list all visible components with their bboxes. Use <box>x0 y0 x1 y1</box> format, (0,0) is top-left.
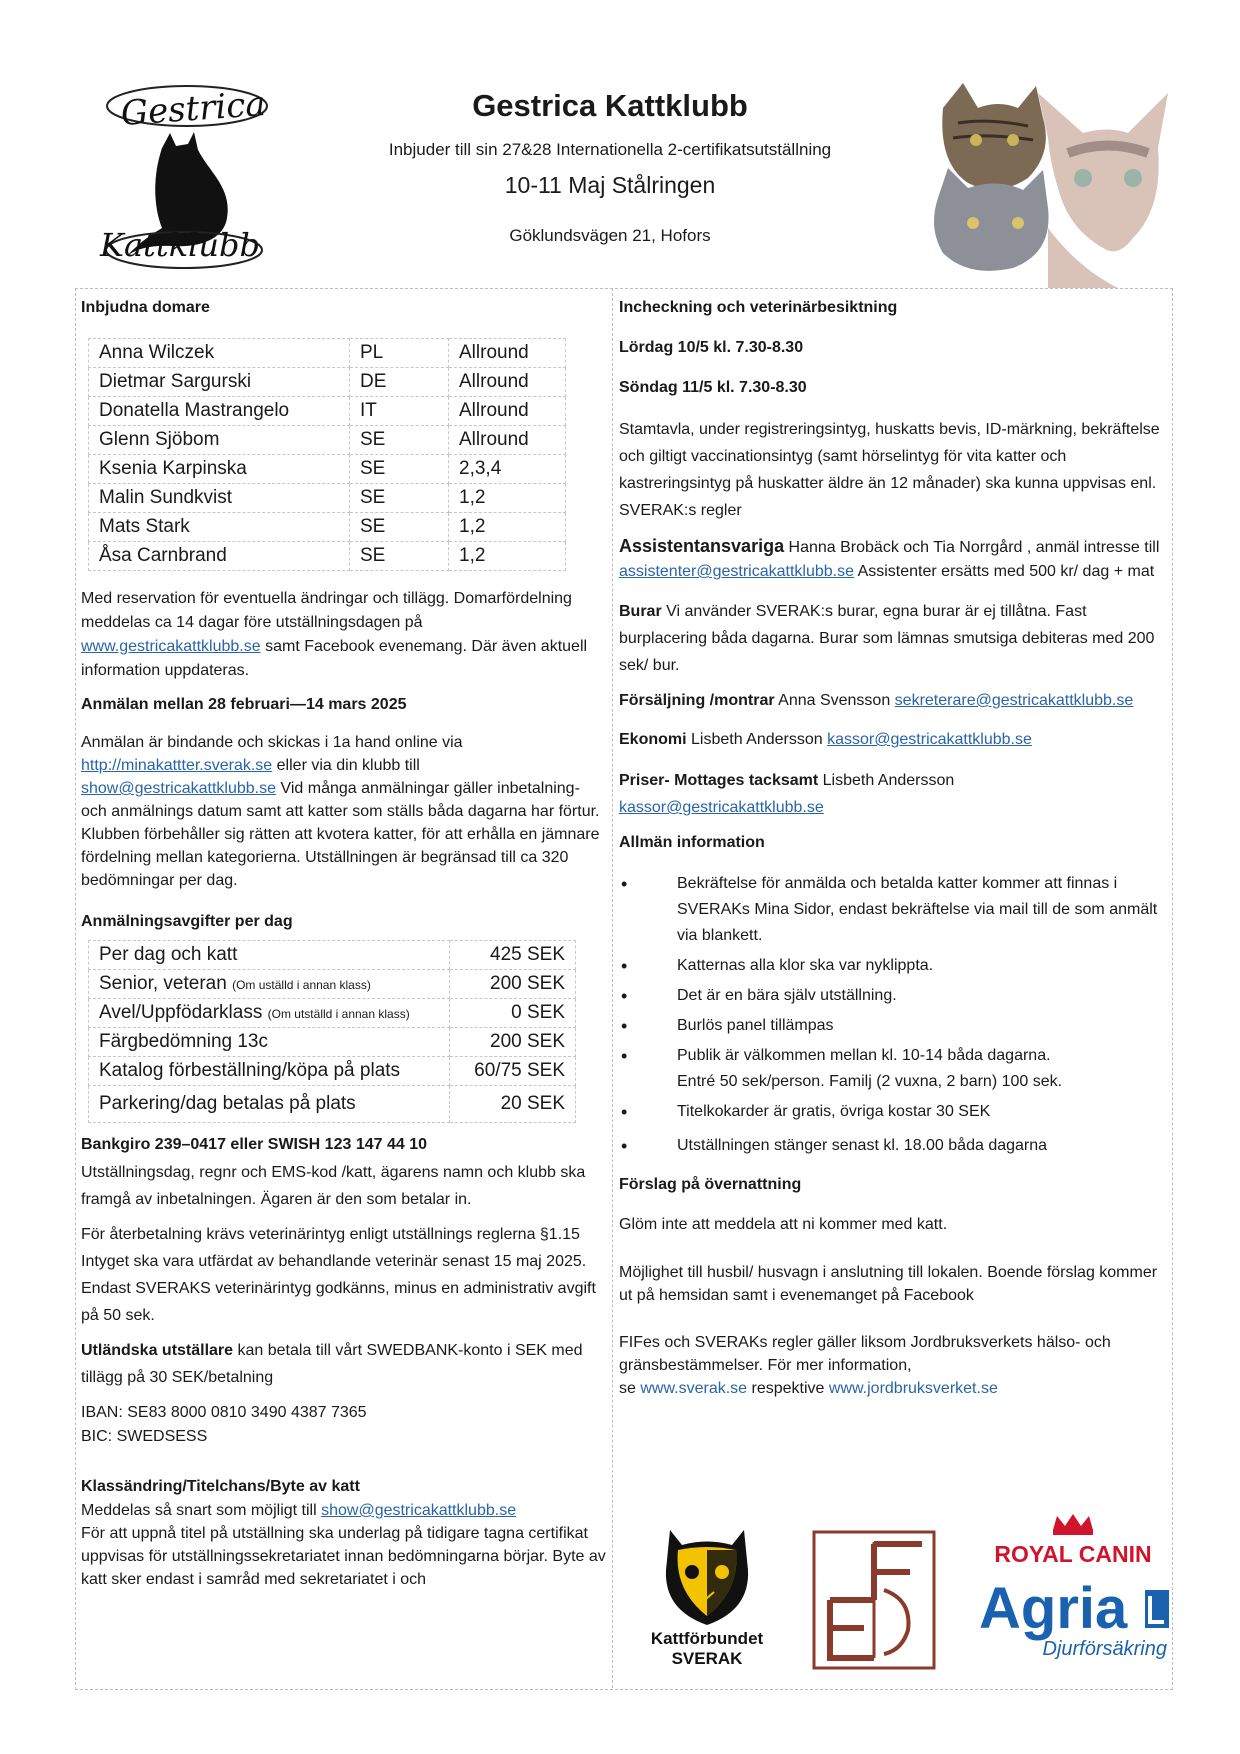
judge-country: PL <box>350 339 449 368</box>
reservation-text <box>81 587 606 683</box>
rules-mid: respektive <box>751 1380 825 1397</box>
fee-label: Avel/Uppfödarklass <box>99 1001 263 1023</box>
general-info-heading: Allmän information <box>619 834 765 851</box>
info-item <box>619 1013 1164 1039</box>
assistants-text-part2: Assistenter ersätts med 500 kr/ dag + mat <box>857 563 1155 580</box>
fee-row <box>89 1028 576 1057</box>
page-subtitle: Inbjuder till sin 27&28 Internationella 2-certifikatsutställning <box>388 140 832 159</box>
judge-country: IT <box>350 397 449 426</box>
info-item <box>619 983 1164 1009</box>
judge-row <box>89 339 566 368</box>
judge-country: SE <box>350 455 449 484</box>
judge-row <box>89 426 566 455</box>
info-item-text-line2: Entré 50 sek/person. Familj (2 vuxna, 2 barn) 100 sek. <box>677 1073 1063 1090</box>
class-change-text-part2: För att uppnå titel på utställning ska underlag på tidigare tagna certifikat uppvisas för utställningssekretariatet innan bedömningarna börjar. Byte av katt sker endast i samråd med sekretariatet i och <box>81 1525 606 1588</box>
judge-name: Glenn Sjöbom <box>89 426 350 455</box>
judge-category: Allround <box>449 368 566 397</box>
judge-row <box>89 455 566 484</box>
refund-text: För återbetalning krävs veterinärintyg enligt utställnings reglerna §1.15 Intyget ska vara utfärdat av behandlande veterinär senast 15 maj 2025. Endast SVERAKS veterinärintyg godkänns, minus en administrativ avgift på 50 sek. <box>81 1226 596 1324</box>
sverak-line1: Kattförbundet <box>650 1629 764 1648</box>
info-item-text: Publik är välkommen mellan kl. 10-14 båda dagarna. <box>677 1047 1051 1064</box>
assistants-text-part1: Hanna Brobäck och Tia Norrgård , anmäl intresse till <box>788 539 1160 556</box>
cats-photo <box>918 78 1178 288</box>
assistants-email-link[interactable]: assistenter@gestricakattklubb.se <box>619 563 855 580</box>
bic: BIC: SWEDSESS <box>81 1428 208 1445</box>
info-item-text: Bekräftelse för anmälda och betalda katter kommer att finnas i SVERAKs Mina Sidor, endast bekräftelse via mail till de som anmält via blankett. <box>677 875 1158 944</box>
club-website-link[interactable]: www.gestricakattklubb.se <box>81 638 261 655</box>
fee-price: 200 SEK <box>450 970 576 999</box>
judge-row <box>89 542 566 571</box>
fee-label-cell <box>89 970 450 999</box>
reservation-text-part2: samt Facebook evenemang. Där även aktuell information uppdateras. <box>81 638 588 679</box>
economy-label: Ekonomi <box>619 731 687 748</box>
crown-icon <box>1053 1514 1093 1535</box>
event-address: Göklundsvägen 21, Hofors <box>509 226 711 245</box>
rules-text: FIFes och SVERAKs regler gäller liksom Jordbruksverkets hälso- och gränsbestämmelser. För mer information, <box>619 1334 1111 1374</box>
registration-text <box>81 731 606 892</box>
info-item <box>619 1043 1164 1095</box>
iban: IBAN: SE83 8000 0810 3490 4387 7365 <box>81 1404 367 1421</box>
checkin-heading: Incheckning och veterinärbesiktning <box>619 299 898 316</box>
judge-category: 1,2 <box>449 542 566 571</box>
agria-sub-text: Djurförsäkring <box>1042 1638 1167 1660</box>
fee-row <box>89 1086 576 1123</box>
judge-category: Allround <box>449 397 566 426</box>
judge-country: SE <box>350 542 449 571</box>
info-item-text: Katternas alla klor ska var nyklippta. <box>677 957 934 974</box>
fee-label: Senior, veteran <box>99 972 227 994</box>
judge-name: Ksenia Karpinska <box>89 455 350 484</box>
judge-country: SE <box>350 484 449 513</box>
fee-label: Färgbedömning 13c <box>99 1031 268 1052</box>
class-change-text-part1: Meddelas så snart som möjligt till <box>81 1502 317 1519</box>
judge-row <box>89 513 566 542</box>
info-item <box>619 871 1164 949</box>
prizes-email-link[interactable]: kassor@gestricakattklubb.se <box>619 799 824 816</box>
class-change-email-link[interactable]: show@gestricakattklubb.se <box>321 1502 517 1519</box>
overnight-text-2: Möjlighet till husbil/ husvagn i anslutning till lokalen. Boende förslag kommer ut på hemsidan samt i evenemanget på Facebook <box>619 1264 1158 1304</box>
judge-row <box>89 484 566 513</box>
judge-name: Malin Sundkvist <box>89 484 350 513</box>
judge-row <box>89 397 566 426</box>
info-item <box>619 1133 1164 1159</box>
sverak-logo <box>640 1520 775 1670</box>
checkin-sunday: Söndag 11/5 kl. 7.30-8.30 <box>619 379 807 396</box>
foreign-text: kan betala till vårt SWEDBANK-konto i SEK med tillägg på 30 SEK/betalning <box>81 1342 583 1386</box>
economy <box>619 728 1164 752</box>
documents-text: Stamtavla, under registreringsintyg, huskatts bevis, ID-märkning, bekräftelse och giltigt vaccinationsintyg (samt hörselintyg för vita katter och kastreringsintyg på huskatter äldre än 12 månader) ska kunna uppvisas enl. SVERAK:s regler <box>619 421 1160 519</box>
rules <box>619 1331 1164 1400</box>
fee-price: 425 SEK <box>450 941 576 970</box>
fee-label-cell <box>89 1028 450 1057</box>
judge-category: Allround <box>449 339 566 368</box>
left-column <box>81 296 606 1591</box>
general-info-list <box>619 871 1164 1159</box>
minakatter-link[interactable]: http://minakattter.sverak.se <box>81 757 273 774</box>
rules-se: se <box>619 1380 636 1397</box>
judge-country: SE <box>350 426 449 455</box>
judge-country: DE <box>350 368 449 397</box>
sverak-link[interactable]: www.sverak.se <box>640 1380 748 1397</box>
info-item-text: Burlös panel tillämpas <box>677 1017 834 1034</box>
fee-label: Per dag och katt <box>99 944 238 965</box>
jordbruksverket-link[interactable]: www.jordbruksverket.se <box>828 1380 998 1397</box>
prizes-label: Priser- Mottages tacksamt <box>619 772 819 789</box>
fees-table <box>88 940 576 1123</box>
bankgiro-heading: Bankgiro 239–0417 eller SWISH 123 147 44 10 <box>81 1136 427 1153</box>
assistants-label: Assistentansvariga <box>619 536 785 556</box>
fee-price: 20 SEK <box>450 1086 576 1123</box>
judge-name: Mats Stark <box>89 513 350 542</box>
logo-top-text: Gestrica <box>119 84 267 135</box>
judge-category: 1,2 <box>449 484 566 513</box>
cages-label: Burar <box>619 603 662 620</box>
economy-email-link[interactable]: kassor@gestricakattklubb.se <box>827 731 1032 748</box>
checkin-saturday: Lördag 10/5 kl. 7.30-8.30 <box>619 339 804 356</box>
judges-heading: Inbjudna domare <box>81 299 210 316</box>
foreign-label: Utländska utställare <box>81 1342 234 1359</box>
registration-heading: Anmälan mellan 28 februari—14 mars 2025 <box>81 696 407 713</box>
judge-row <box>89 368 566 397</box>
fee-row <box>89 970 576 999</box>
club-logo <box>92 78 292 278</box>
overnight-heading: Förslag på övernattning <box>619 1176 802 1193</box>
economy-name: Lisbeth Andersson <box>691 731 823 748</box>
sverak-line2: SVERAK <box>671 1649 743 1668</box>
class-change-text <box>81 1499 606 1591</box>
overnight-text-1: Glöm inte att meddela att ni kommer med katt. <box>619 1216 948 1233</box>
fee-label-cell <box>89 999 450 1028</box>
judge-name: Anna Wilczek <box>89 339 350 368</box>
fee-label-cell <box>89 1057 450 1086</box>
fee-row <box>89 1057 576 1086</box>
judges-table <box>88 338 566 571</box>
judge-name: Åsa Carnbrand <box>89 542 350 571</box>
registration-text-part3: Vid många anmälningar gäller inbetalning- och anmälnings datum samt att katter som ställs båda dagarna har förtur. Klubben förbehåller sig rätten att kvotera katter, för att erhålla en jämnare fördelning mellan kategorierna. Utställningen är begränsad till ca 320 bedömningar per dag. <box>81 780 600 889</box>
assistants <box>619 534 1164 584</box>
judge-category: 1,2 <box>449 513 566 542</box>
fee-row <box>89 999 576 1028</box>
info-item-text: Utställningen stänger senast kl. 18.00 båda dagarna <box>677 1137 1048 1154</box>
fee-row <box>89 941 576 970</box>
prizes-name: Lisbeth Andersson <box>822 772 955 789</box>
judge-name: Donatella Mastrangelo <box>89 397 350 426</box>
fee-price: 200 SEK <box>450 1028 576 1057</box>
fee-label: Katalog förbeställning/köpa på plats <box>99 1060 401 1081</box>
info-item-text: Det är en bära själv utställning. <box>677 987 897 1004</box>
judge-category: 2,3,4 <box>449 455 566 484</box>
info-item <box>619 953 1164 979</box>
reservation-text-part1: Med reservation för eventuella ändringar och tillägg. Domarfördelning meddelas ca 14 dagar före utställningsdagen på <box>81 590 572 631</box>
sales-label: Försäljning /montrar <box>619 692 775 709</box>
fee-note: (Om uställd i annan klass) <box>232 977 371 992</box>
fee-label: Parkering/dag betalas på plats <box>99 1093 356 1114</box>
judge-category: Allround <box>449 426 566 455</box>
info-item-text: Titelkokarder är gratis, övriga kostar 30 SEK <box>677 1103 991 1120</box>
class-change-heading: Klassändring/Titelchans/Byte av katt <box>81 1478 360 1495</box>
foreign-exhibitors <box>81 1337 606 1391</box>
column-divider <box>612 288 613 1688</box>
cages <box>619 598 1164 679</box>
fees-heading: Anmälningsavgifter per dag <box>81 913 293 930</box>
info-item <box>619 1099 1164 1125</box>
registration-text-part1: Anmälan är bindande och skickas i 1a hand online via <box>81 734 463 751</box>
fee-price: 60/75 SEK <box>450 1057 576 1086</box>
event-dates: 10-11 Maj Stålringen <box>504 172 716 198</box>
agria-text: Agria <box>979 1576 1128 1641</box>
fee-label-cell <box>89 1086 450 1123</box>
right-column <box>619 296 1164 1400</box>
judge-name: Dietmar Sargurski <box>89 368 350 397</box>
sales <box>619 689 1164 713</box>
fee-label-cell <box>89 941 450 970</box>
page-title: Gestrica Kattklubb <box>472 88 748 123</box>
show-email-link[interactable]: show@gestricakattklubb.se <box>81 780 276 797</box>
prizes <box>619 767 1164 821</box>
fee-price: 0 SEK <box>450 999 576 1028</box>
logo-bottom-text: Kattklubb <box>100 226 260 264</box>
bankgiro-text: Utställningsdag, regnr och EMS-kod /katt, ägarens namn och klubb ska framgå av inbetalningen. Ägaren är den som betalar in. <box>81 1164 586 1208</box>
royal-canin-text: ROYAL CANIN <box>994 1541 1152 1567</box>
cages-text: Vi använder SVERAK:s burar, egna burar är ej tillåtna. Fast burplacering båda dagarna. Burar som lämnas smutsiga debiteras med 200 sek/ bur. <box>619 603 1155 674</box>
judge-country: SE <box>350 513 449 542</box>
fee-note: (Om utställd i annan klass) <box>267 1006 410 1021</box>
fife-logo <box>812 1530 936 1670</box>
registration-text-part2: eller via din klubb till <box>276 757 420 774</box>
sales-name: Anna Svensson <box>778 692 891 709</box>
sales-email-link[interactable]: sekreterare@gestricakattklubb.se <box>894 692 1134 709</box>
sponsor-logos-right <box>975 1510 1171 1680</box>
